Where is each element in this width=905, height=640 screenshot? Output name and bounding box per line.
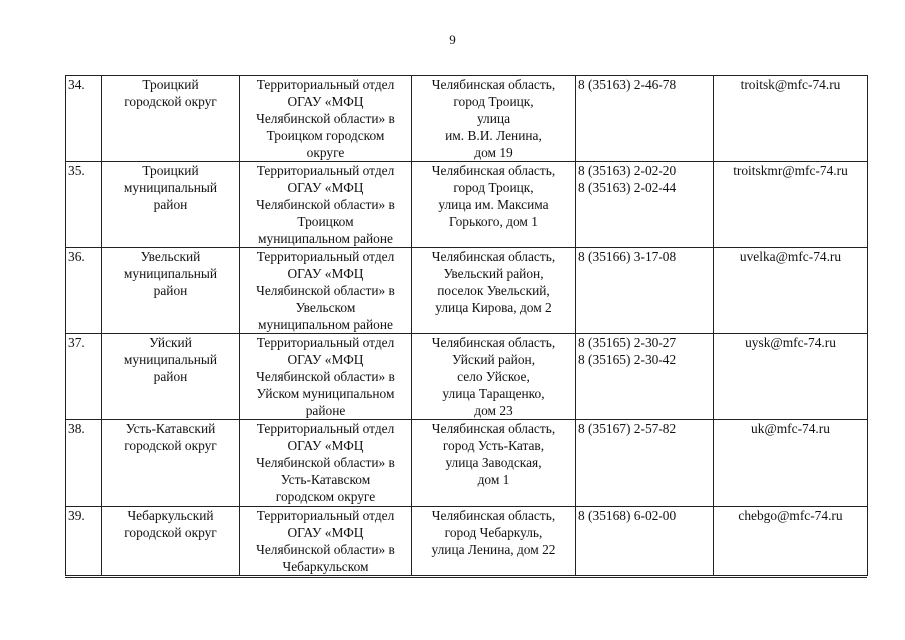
phone-cell <box>576 162 714 248</box>
department-line: ОГАУ «МФЦ <box>287 266 364 281</box>
row-number-cell: 34. <box>66 76 102 162</box>
department-line: Территориальный отдел <box>256 163 395 178</box>
municipality-line: Усть-Катавский <box>125 421 216 436</box>
address-cell <box>412 334 576 420</box>
address-line: Челябинская область, <box>431 163 556 178</box>
address-line: Челябинская область, <box>431 249 556 264</box>
department-line: Челябинской области» в <box>256 369 395 384</box>
municipality-line: городской округ <box>124 94 217 109</box>
department-line: ОГАУ «МФЦ <box>287 438 364 453</box>
row-number-cell: 39. <box>66 507 102 576</box>
department-line: Территориальный отдел <box>256 335 395 350</box>
department-line: Территориальный отдел <box>256 249 395 264</box>
municipality-line: район <box>153 369 188 384</box>
address-cell <box>412 420 576 507</box>
address-line: город Усть-Катав, <box>442 438 545 453</box>
department-line: Увельском <box>295 300 356 315</box>
phone-number: 8 (35163) 2-02-20 <box>578 163 677 178</box>
department-cell <box>240 162 412 248</box>
address-line: Челябинская область, <box>431 335 556 350</box>
row-number-cell: 37. <box>66 334 102 420</box>
address-line: Уйский район, <box>451 352 536 367</box>
table-row <box>66 248 868 334</box>
address-line: Горького, дом 1 <box>449 214 538 229</box>
department-line: муниципальном районе <box>258 317 393 332</box>
department-line: ОГАУ «МФЦ <box>287 180 364 195</box>
department-cell <box>240 248 412 334</box>
address-line: город Чебаркуль, <box>444 525 543 540</box>
address-line: улица Таращенко, <box>442 386 545 401</box>
email-cell <box>714 507 868 576</box>
municipality-line: Троицкий <box>142 77 199 92</box>
address-line: дом 1 <box>477 472 510 487</box>
department-line: ОГАУ «МФЦ <box>287 352 364 367</box>
row-number-cell: 38. <box>66 420 102 507</box>
address-line: дом 23 <box>474 403 513 418</box>
municipality-line: городской округ <box>124 525 217 540</box>
department-cell <box>240 420 412 507</box>
municipality-cell <box>102 507 240 576</box>
department-line: районе <box>305 403 346 418</box>
email-cell <box>714 420 868 507</box>
email-cell <box>714 162 868 248</box>
address-line: улица Заводская, <box>445 455 542 470</box>
department-cell <box>240 507 412 576</box>
municipality-line: Увельский <box>140 249 201 264</box>
address-cell <box>412 248 576 334</box>
phone-cell <box>576 420 714 507</box>
department-line: ОГАУ «МФЦ <box>287 525 364 540</box>
municipality-cell <box>102 162 240 248</box>
department-line: Чебаркульском <box>282 559 369 574</box>
department-line: Территориальный отдел <box>256 421 395 436</box>
department-line: округе <box>306 145 345 160</box>
department-line: Челябинской области» в <box>256 197 395 212</box>
address-line: село Уйское, <box>457 369 530 384</box>
address-line: Челябинская область, <box>431 508 556 523</box>
municipality-line: район <box>153 283 188 298</box>
address-line: Челябинская область, <box>431 421 556 436</box>
address-line: улица <box>476 111 511 126</box>
address-line: город Троицк, <box>453 180 534 195</box>
address-cell <box>412 507 576 576</box>
table-row <box>66 507 868 576</box>
department-line: Уйском муниципальном <box>256 386 395 401</box>
row-number-cell: 36. <box>66 248 102 334</box>
email-address: troitsk@mfc-74.ru <box>740 77 841 92</box>
municipality-line: городской округ <box>124 438 217 453</box>
address-line: город Троицк, <box>453 94 534 109</box>
address-line: улица Ленина, дом 22 <box>431 542 556 557</box>
department-line: городском округе <box>275 489 376 504</box>
table-bottom-border <box>65 577 867 578</box>
address-line: дом 19 <box>474 145 513 160</box>
municipality-line: Чебаркульский <box>127 508 214 523</box>
phone-number: 8 (35168) 6-02-00 <box>578 508 677 523</box>
table-row <box>66 162 868 248</box>
phone-number: 8 (35167) 2-57-82 <box>578 421 677 436</box>
email-address: uysk@mfc-74.ru <box>745 335 836 350</box>
department-line: Челябинской области» в <box>256 283 395 298</box>
address-line: улица им. Максима <box>438 197 549 212</box>
email-cell <box>714 334 868 420</box>
table-row <box>66 334 868 420</box>
department-line: Троицком городском <box>266 128 385 143</box>
department-line: Усть-Катавском <box>280 472 371 487</box>
department-line: Челябинской области» в <box>256 455 395 470</box>
municipality-cell <box>102 248 240 334</box>
phone-number: 8 (35165) 2-30-42 <box>578 352 677 367</box>
phone-number: 8 (35163) 2-02-44 <box>578 180 677 195</box>
email-cell <box>714 248 868 334</box>
phone-cell <box>576 334 714 420</box>
municipality-line: Уйский <box>149 335 192 350</box>
table-row <box>66 420 868 507</box>
phone-cell <box>576 248 714 334</box>
email-address: uk@mfc-74.ru <box>751 421 830 436</box>
email-address: chebgo@mfc-74.ru <box>738 508 843 523</box>
address-line: улица Кирова, дом 2 <box>435 300 552 315</box>
department-line: Челябинской области» в <box>256 542 395 557</box>
department-line: Троицком <box>297 214 354 229</box>
department-line: ОГАУ «МФЦ <box>287 94 364 109</box>
phone-number: 8 (35166) 3-17-08 <box>578 249 677 264</box>
department-line: муниципальном районе <box>258 231 393 246</box>
page-number: 9 <box>449 32 456 47</box>
phone-cell <box>576 76 714 162</box>
phone-cell <box>576 507 714 576</box>
page-bottom-margin <box>0 578 905 640</box>
municipality-line: муниципальный <box>123 266 218 281</box>
municipality-line: муниципальный <box>123 352 218 367</box>
phone-number: 8 (35165) 2-30-27 <box>578 335 677 350</box>
municipality-line: муниципальный <box>123 180 218 195</box>
municipality-cell <box>102 334 240 420</box>
phone-number: 8 (35163) 2-46-78 <box>578 77 677 92</box>
table-row <box>66 76 868 162</box>
municipality-line: Троицкий <box>142 163 199 178</box>
address-line: Увельский район, <box>443 266 544 281</box>
email-address: uvelka@mfc-74.ru <box>739 249 842 264</box>
department-line: Территориальный отдел <box>256 508 395 523</box>
municipality-cell <box>102 420 240 507</box>
department-line: Территориальный отдел <box>256 77 395 92</box>
municipality-cell <box>102 76 240 162</box>
email-address: troitskmr@mfc-74.ru <box>733 163 848 178</box>
address-cell <box>412 162 576 248</box>
address-cell <box>412 76 576 162</box>
email-cell <box>714 76 868 162</box>
address-line: им. В.И. Ленина, <box>445 128 542 143</box>
mfc-offices-table <box>65 75 868 576</box>
department-cell <box>240 76 412 162</box>
department-cell <box>240 334 412 420</box>
row-number-cell: 35. <box>66 162 102 248</box>
address-line: Челябинская область, <box>431 77 556 92</box>
address-line: поселок Увельский, <box>437 283 550 298</box>
municipality-line: район <box>153 197 188 212</box>
department-line: Челябинской области» в <box>256 111 395 126</box>
